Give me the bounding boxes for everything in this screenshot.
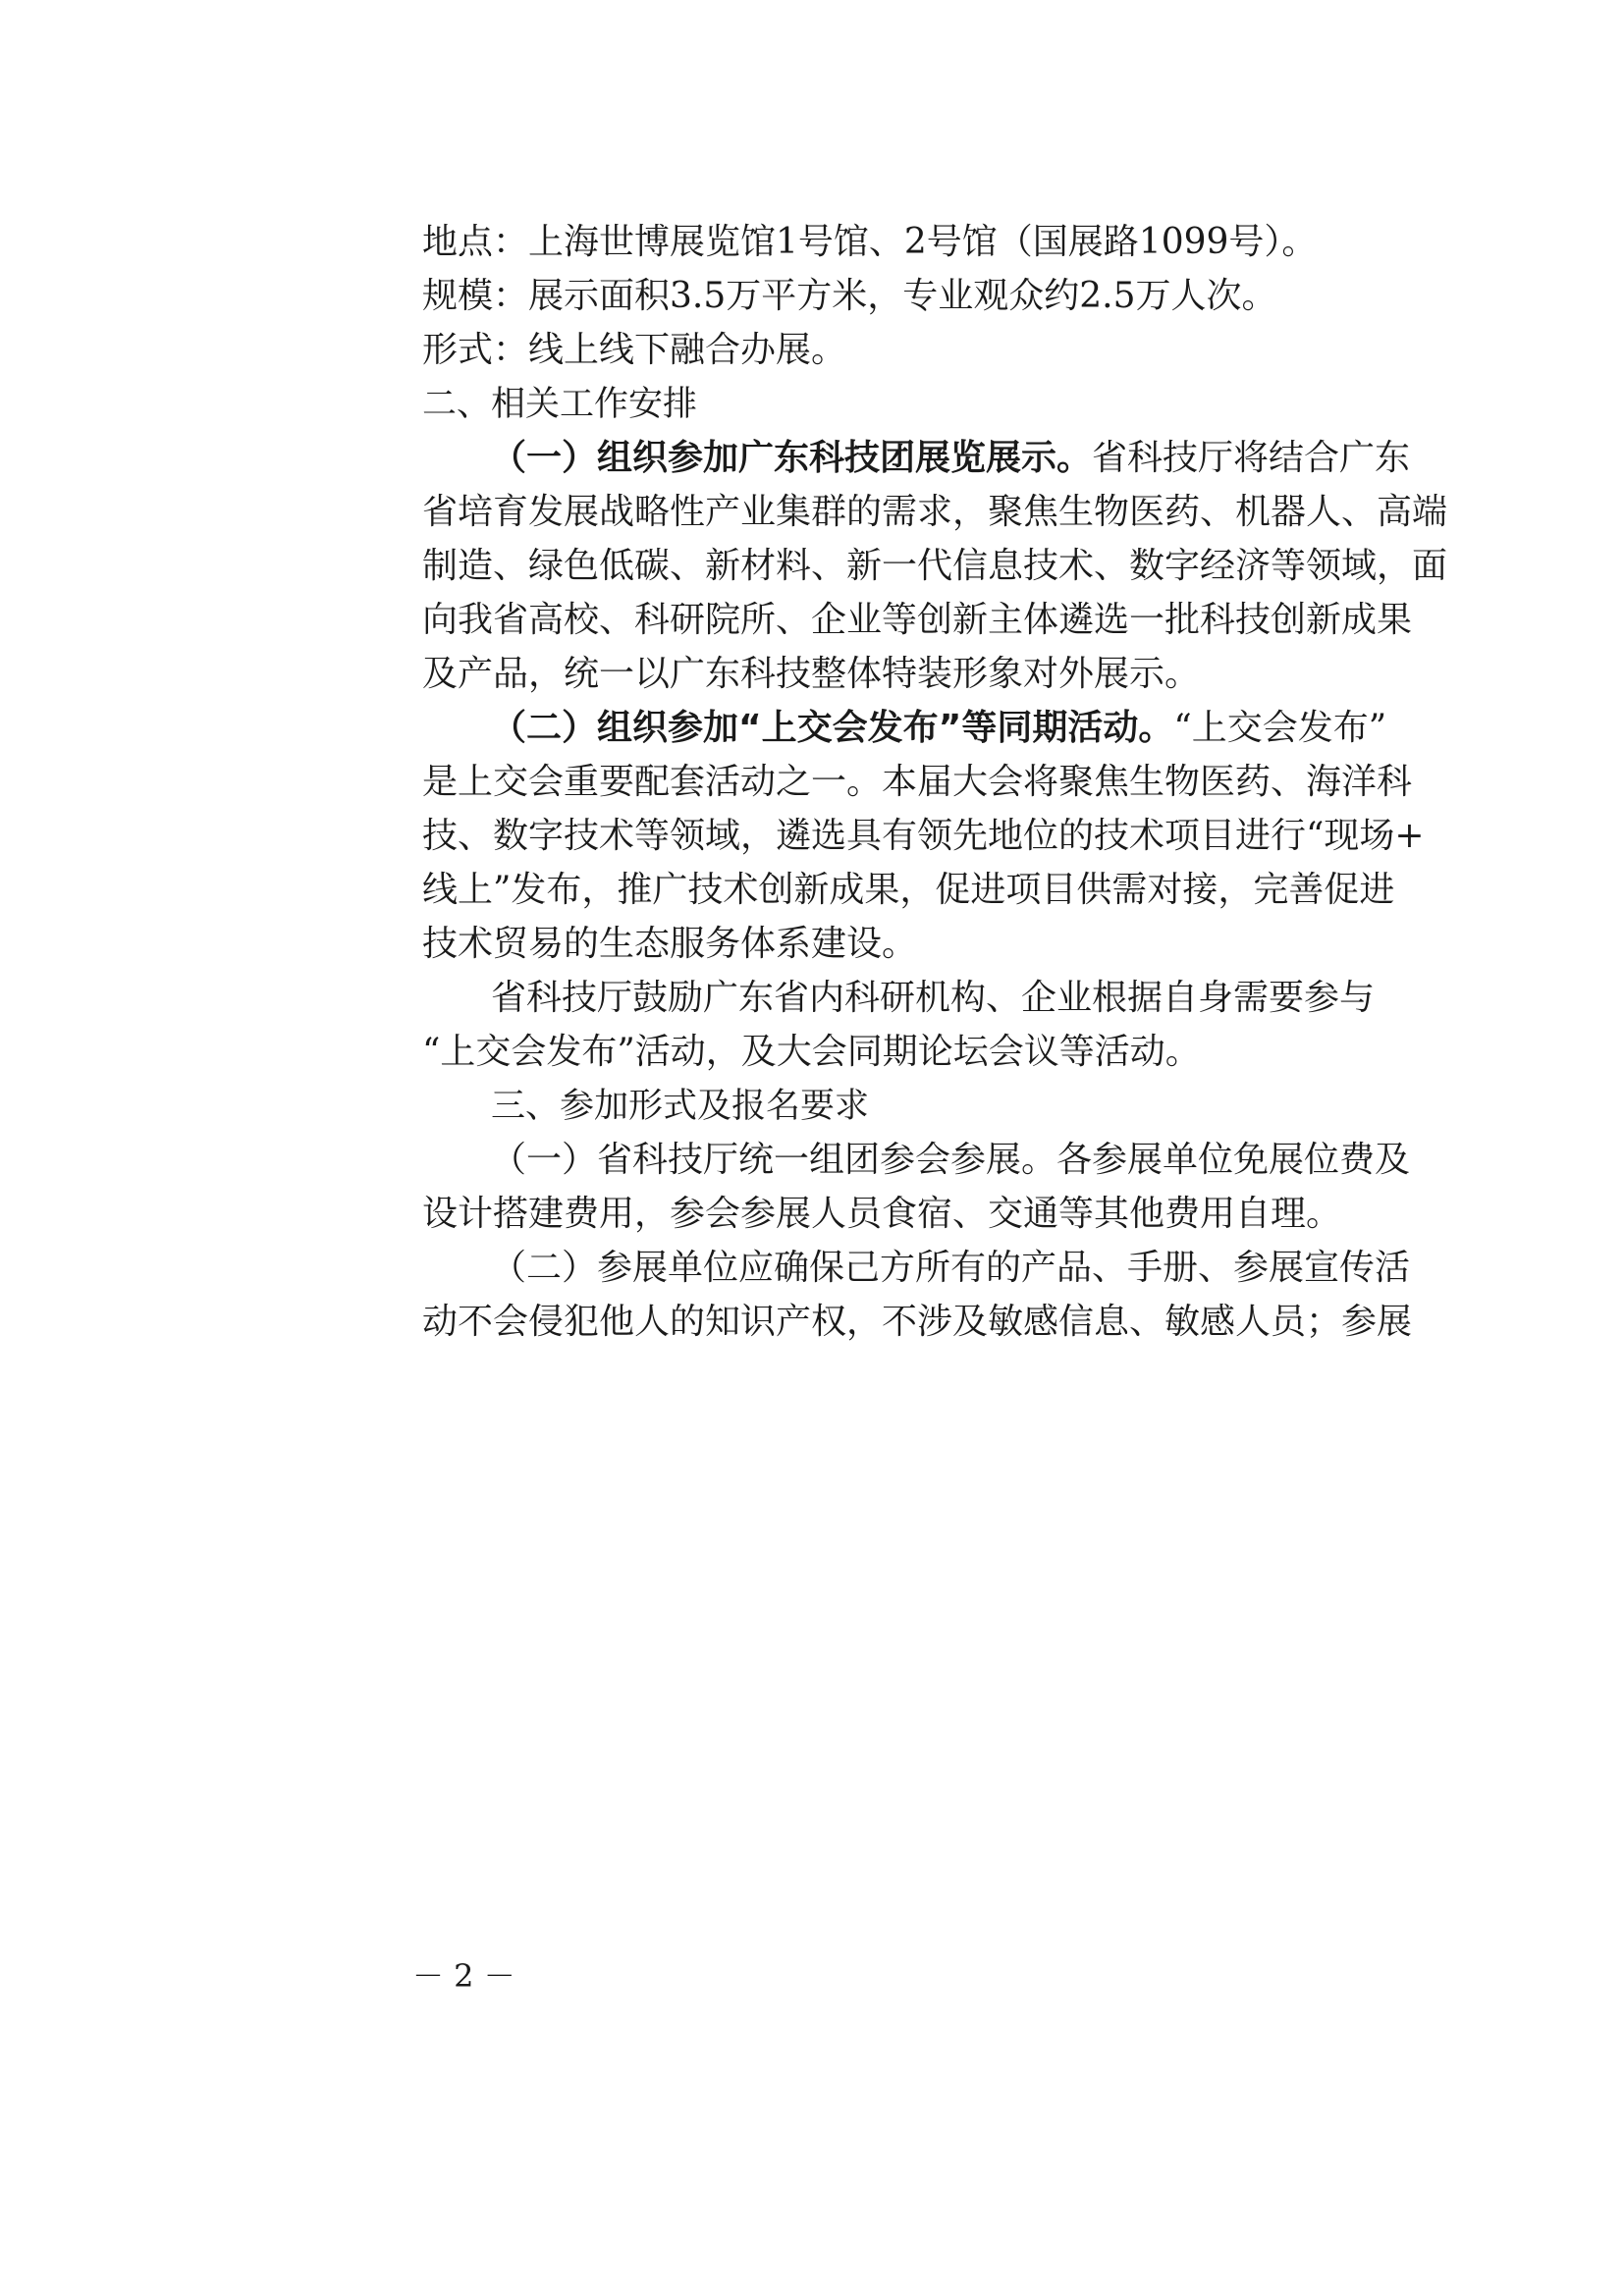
paragraph-2-line-1-text: “上交会发布” [1173, 708, 1387, 748]
paragraph-5-line-2: 动不会侵犯他人的知识产权，不涉及敏感信息、敏感人员；参展 [422, 1302, 1413, 1342]
paragraph-1-line-4: 向我省高校、科研院所、企业等创新主体遴选一批科技创新成果 [422, 600, 1413, 640]
paragraph-2-line-2: 是上交会重要配套活动之一。本届大会将聚焦生物医药、海洋科 [422, 762, 1413, 802]
paragraph-3-line-1: 省科技厅鼓励广东省内科研机构、企业根据自身需要参与 [491, 978, 1376, 1018]
paragraph-5-line-1: （二）参展单位应确保己方所有的产品、手册、参展宣传活 [491, 1248, 1411, 1288]
bold-lead-1: （一）组织参加广东科技团展览展示。 [491, 438, 1093, 478]
bold-lead-2: （二）组织参加“上交会发布”等同期活动。 [491, 708, 1174, 748]
format-line: 形式：线上线下融合办展。 [422, 330, 847, 370]
section-heading-3: 三、参加形式及报名要求 [491, 1087, 870, 1126]
paragraph-1-line-5: 及产品，统一以广东科技整体特装形象对外展示。 [422, 654, 1201, 694]
paragraph-1-line-1-text: 省科技厅将结合广东 [1092, 438, 1411, 478]
section-heading-2: 二、相关工作安排 [422, 385, 698, 424]
paragraph-2-line-4: 线上”发布，推广技术创新成果，促进项目供需对接，完善促进 [422, 870, 1395, 910]
paragraph-1-line-1 [491, 435, 1411, 482]
paragraph-4-line-2: 设计搭建费用，参会参展人员食宿、交通等其他费用自理。 [422, 1194, 1342, 1234]
paragraph-2-line-5: 技术贸易的生态服务体系建设。 [422, 924, 918, 964]
paragraph-2-line-3: 技、数字技术等领域，遴选具有领先地位的技术项目进行“现场+ [422, 816, 1425, 856]
paragraph-1-line-2: 省培育发展战略性产业集群的需求，聚焦生物医药、机器人、高端 [422, 492, 1448, 532]
paragraph-1-line-3: 制造、绿色低碳、新材料、新一代信息技术、数字经济等领域，面 [422, 546, 1448, 586]
paragraph-3-line-2: “上交会发布”活动，及大会同期论坛会议等活动。 [422, 1032, 1201, 1072]
location-line: 地点：上海世博展览馆1号馆、2号馆（国展路1099号）。 [422, 222, 1318, 262]
paragraph-2-line-1 [491, 705, 1387, 752]
page-number: － 2 － [412, 1957, 515, 1995]
scale-line: 规模：展示面积3.5万平方米，专业观众约2.5万人次。 [422, 276, 1277, 316]
paragraph-4-line-1: （一）省科技厅统一组团参会参展。各参展单位免展位费及 [491, 1140, 1411, 1180]
